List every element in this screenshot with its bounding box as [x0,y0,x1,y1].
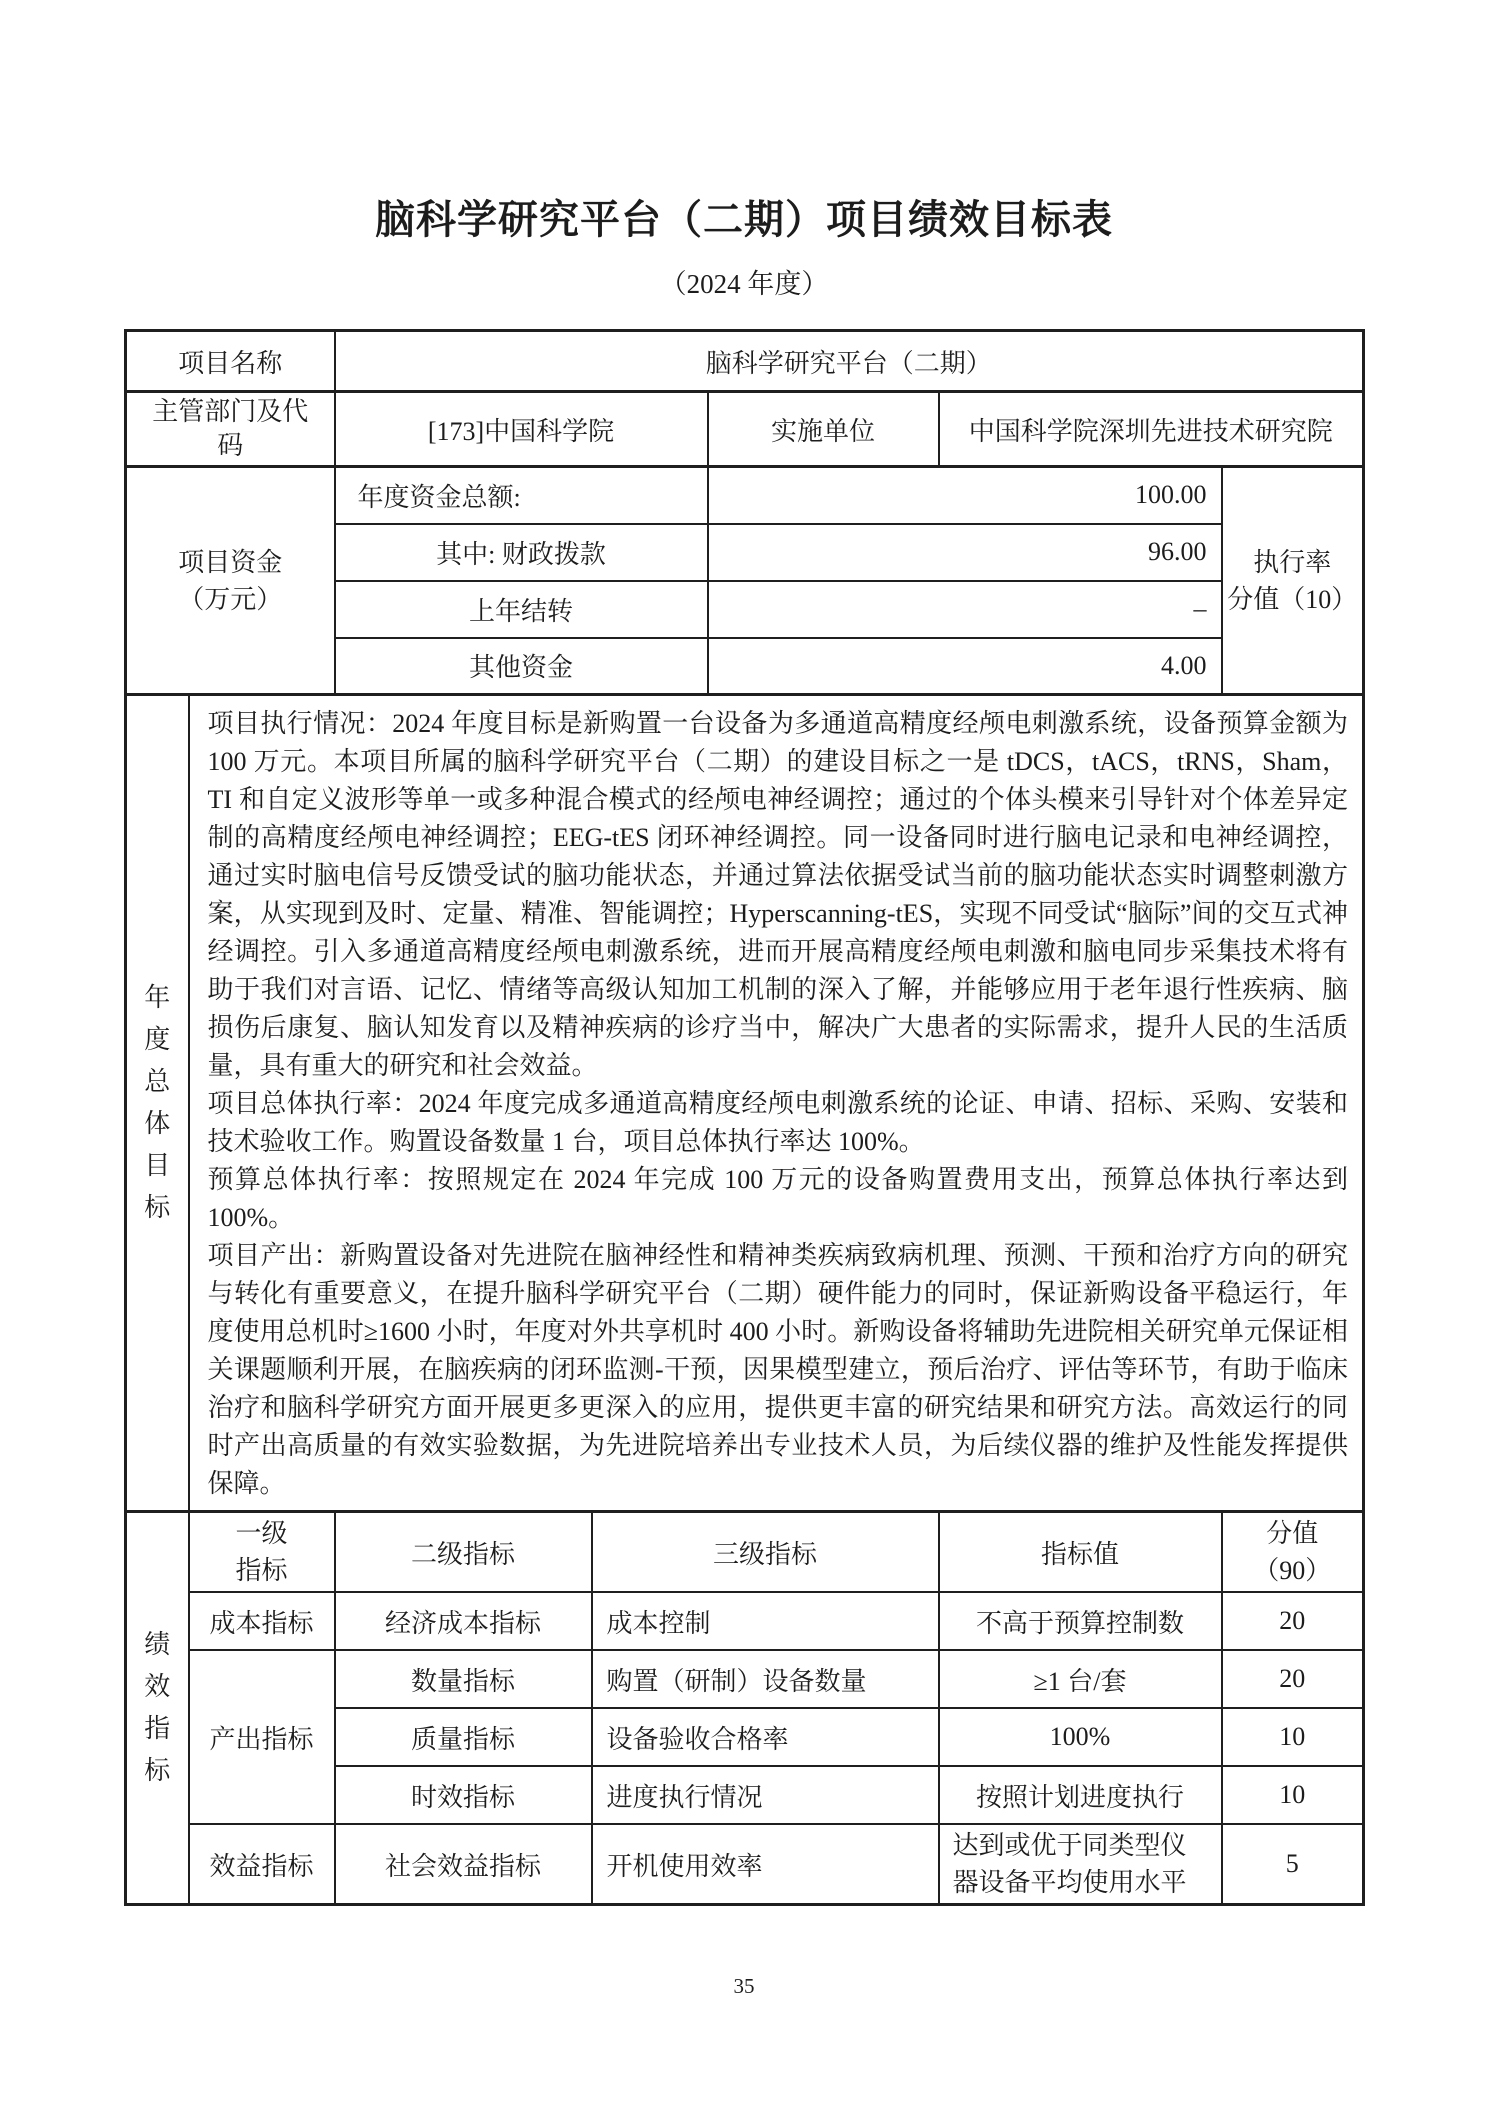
project-name-label: 项目名称 [126,331,335,392]
funding-carryover-label: 上年结转 [335,581,708,638]
document-subtitle: （2024 年度） [659,269,829,299]
implement-unit-label: 实施单位 [708,392,939,467]
score-equipment-quantity: 20 [1222,1650,1364,1708]
funding-row-total [126,467,1364,524]
execution-rate-score-label [1222,467,1364,695]
goal-paragraph-overall-rate: 项目总体执行率：2024 年度完成多通道高精度经颅电刺激系统的论证、申请、招标、采购、安装和技术验收工作。购置设备数量 1 台，项目总体执行率达 100%。 [207,1089,1349,1156]
score-acceptance-rate: 10 [1222,1708,1364,1766]
project-name-row [126,331,1364,392]
funding-section-label-line1: 项目资金 [178,547,283,577]
document-title: 脑科学研究平台（二期）项目绩效目标表 [375,197,1113,242]
header-score-line1: 分值 [1266,1519,1319,1548]
header-level2: 二级指标 [335,1512,592,1593]
funding-total-label: 年度资金总额: [335,467,708,524]
level1-benefit: 效益指标 [189,1824,335,1905]
indicators-section-label-text: 绩效指标 [144,1630,171,1785]
funding-section-label-line2: （万元） [178,584,283,614]
level3-cost-control: 成本控制 [592,1592,939,1650]
level1-output: 产出指标 [189,1650,335,1824]
funding-fiscal-label: 其中: 财政拨款 [335,524,708,581]
header-score [1222,1512,1364,1593]
header-value: 指标值 [939,1512,1222,1593]
value-progress: 按照计划进度执行 [939,1766,1222,1824]
indicator-row-quantity [126,1650,1364,1708]
score-cost-control: 20 [1222,1592,1364,1650]
header-level1-line2: 指标 [235,1556,288,1585]
annual-goal-section-label [126,695,189,1512]
value-cost-control: 不高于预算控制数 [939,1592,1222,1650]
level2-social-benefit: 社会效益指标 [335,1824,592,1905]
indicators-header-row [126,1512,1364,1593]
score-usage-efficiency: 5 [1222,1824,1364,1905]
level3-equipment-quantity: 购置（研制）设备数量 [592,1650,939,1708]
indicators-section-label [126,1512,189,1905]
performance-target-table [124,329,1365,1906]
execution-rate-line2: 分值（10） [1227,584,1358,614]
level2-quantity: 数量指标 [335,1650,592,1708]
department-row [126,392,1364,467]
level3-usage-efficiency: 开机使用效率 [592,1824,939,1905]
page-number: 35 [733,1974,755,1998]
level2-timeliness: 时效指标 [335,1766,592,1824]
level3-progress: 进度执行情况 [592,1766,939,1824]
level1-cost: 成本指标 [189,1592,335,1650]
level2-quality: 质量指标 [335,1708,592,1766]
department-label-text: 主管部门及代码 [152,397,309,460]
indicator-row-benefit [126,1824,1364,1905]
funding-carryover-value: – [708,581,1222,638]
annual-goal-text [189,695,1364,1512]
funding-section-label [126,467,335,695]
level2-economic-cost: 经济成本指标 [335,1592,592,1650]
annual-goal-section-label-text: 年度总体目标 [144,983,171,1222]
project-name-value: 脑科学研究平台（二期） [335,331,1364,392]
department-value: [173]中国科学院 [335,392,708,467]
department-label [126,392,335,467]
funding-other-value: 4.00 [708,638,1222,695]
level3-acceptance-rate: 设备验收合格率 [592,1708,939,1766]
indicator-row-cost [126,1592,1364,1650]
funding-other-label: 其他资金 [335,638,708,695]
value-equipment-quantity: ≥1 台/套 [939,1650,1222,1708]
funding-fiscal-value: 96.00 [708,524,1222,581]
header-level3: 三级指标 [592,1512,939,1593]
execution-rate-line1: 执行率 [1253,547,1332,577]
funding-total-value: 100.00 [708,467,1222,524]
implement-unit-value: 中国科学院深圳先进技术研究院 [939,392,1364,467]
goal-paragraph-budget-rate: 预算总体执行率：按照规定在 2024 年完成 100 万元的设备购置费用支出，预算总体执行率达到 100%。 [207,1165,1349,1232]
header-level1 [189,1512,335,1593]
goal-paragraph-output: 项目产出：新购置设备对先进院在脑神经性和精神类疾病致病机理、预测、干预和治疗方向的研究与转化有重要意义，在提升脑科学研究平台（二期）硬件能力的同时，保证新购设备平稳运行，年度使用总机时≥1600 小时，年度对外共享机时 400 小时。新购设备将辅助先进院相关研究单元保证相关课题顺利开展，在脑疾病的闭环监测-干预，因果模型建立，预后治疗、评估等环节，有助于临床治疗和脑科学研究方面开展更多更深入的应用，提供更丰富的研究结果和研究方法。高效运行的同时产出高质量的有效实验数据，为先进院培养出专业技术人员，为后续仪器的维护及性能发挥提供保障。 [207,1241,1349,1498]
score-progress: 10 [1222,1766,1364,1824]
annual-goal-row [126,695,1364,1512]
goal-paragraph-execution: 项目执行情况：2024 年度目标是新购置一台设备为多通道高精度经颅电刺激系统，设备预算金额为 100 万元。本项目所属的脑科学研究平台（二期）的建设目标之一是 tDCS，tACS，tRNS，Sham，TI 和自定义波形等单一或多种混合模式的经颅电神经调控；通过的个体头模来引导针对个体差异定制的高精度经颅电神经调控；EEG-tES 闭环神经调控。同一设备同时进行脑电记录和电神经调控，通过实时脑电信号反馈受试的脑功能状态，并通过算法依据受试当前的脑功能状态实时调整刺激方案，从实现到及时、定量、精准、智能调控；Hyperscanning-tES，实现不同受试“脑际”间的交互式神经调控。引入多通道高精度经颅电刺激系统，进而开展高精度经颅电刺激和脑电同步采集技术将有助于我们对言语、记忆、情绪等高级认知加工机制的深入了解，并能够应用于老年退行性疾病、脑损伤后康复、脑认知发育以及精神疾病的诊疗当中，解决广大患者的实际需求，提升人民的生活质量，具有重大的研究和社会效益。 [207,709,1349,1080]
header-score-line2: （90） [1253,1556,1332,1585]
value-acceptance-rate: 100% [939,1708,1222,1766]
header-level1-line1: 一级 [235,1519,288,1548]
value-usage-efficiency: 达到或优于同类型仪器设备平均使用水平 [939,1824,1222,1905]
